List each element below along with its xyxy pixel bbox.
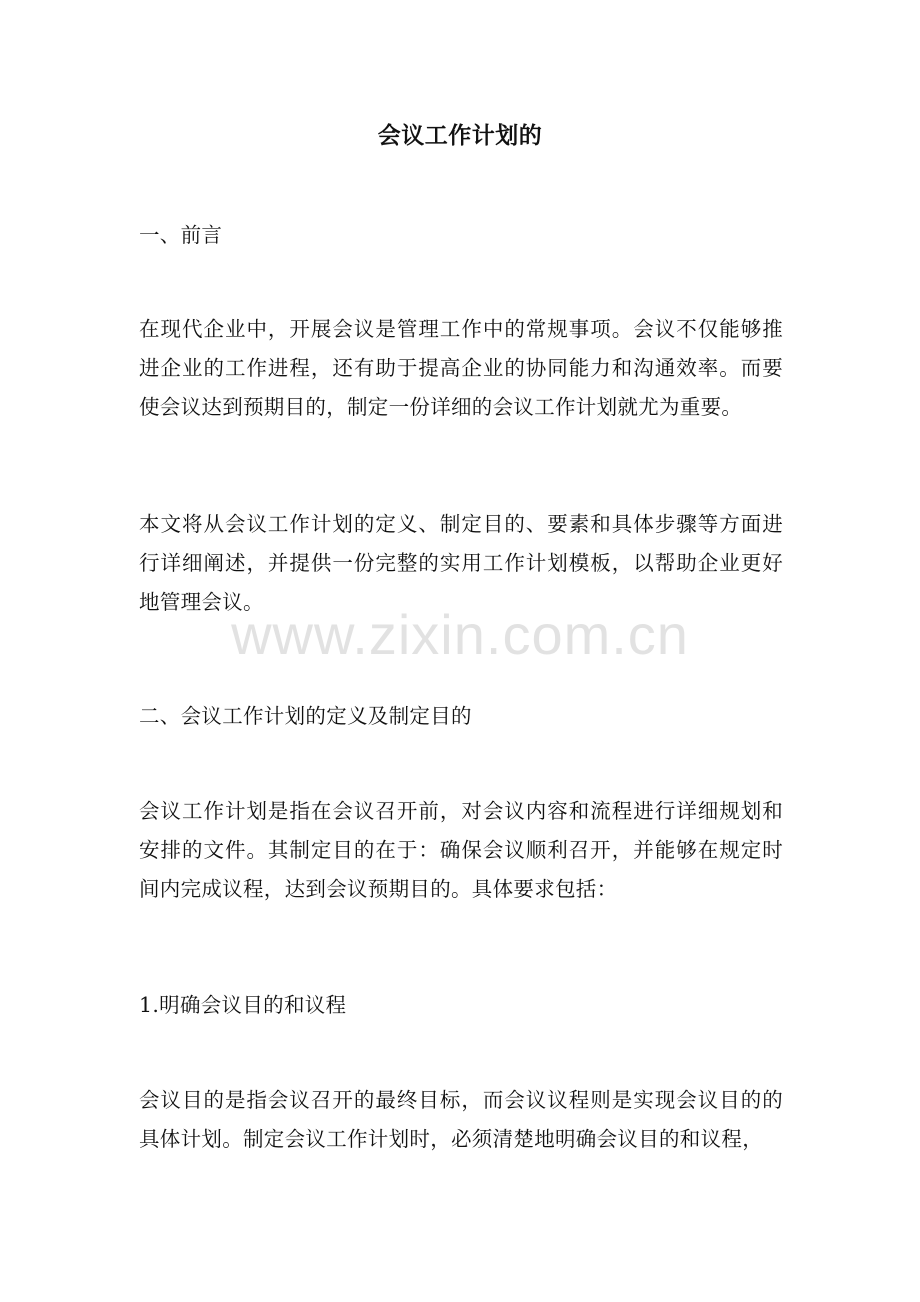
item-heading-1: 1.明确会议目的和议程 [139, 993, 347, 1017]
paragraph-definition-1: 会议工作计划是指在会议召开前，对会议内容和流程进行详细规划和安排的文件。其制定目的在于：确保会议顺利召开，并能够在规定时间内完成议程，达到会议预期目的。具体要求包括： [139, 799, 783, 901]
watermark-text: www.zixin.com.cn [231, 603, 689, 666]
document-title: 会议工作计划的 [377, 123, 543, 149]
paragraph-preface-1: 在现代企业中，开展会议是管理工作中的常规事项。会议不仅能够推进企业的工作进程，还有助于提高企业的协同能力和沟通效率。而要使会议达到预期目的，制定一份详细的会议工作计划就尤为重要。 [139, 317, 783, 419]
paragraph-preface-2: 本文将从会议工作计划的定义、制定目的、要素和具体步骤等方面进行详细阐述，并提供一份完整的实用工作计划模板，以帮助企业更好地管理会议。 [139, 512, 783, 614]
paragraph-item-1: 会议目的是指会议召开的最终目标，而会议议程则是实现会议目的的具体计划。制定会议工作计划时，必须清楚地明确会议目的和议程， [139, 1088, 783, 1151]
section-heading-preface: 一、前言 [139, 223, 223, 247]
section-heading-definition: 二、会议工作计划的定义及制定目的 [139, 704, 472, 728]
